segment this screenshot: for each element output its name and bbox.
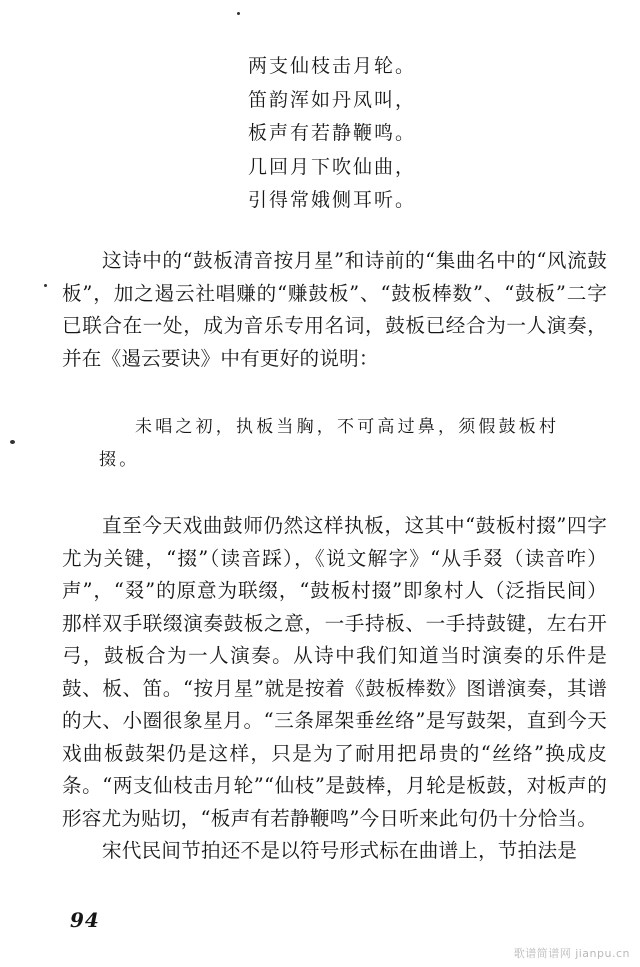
paragraph-text: 直至今天戏曲鼓师仍然这样执板，这其中“鼓板村掇”四字尤为关键，“掇”（读音踩），《说文解字》“从手叕（读音咋）声”，“叕”的原意为联缀，“鼓板村掇”即象村人（泛指民间）那样双手联缀演奏鼓板之意，一手持板、一手持鼓键，左右开弓，鼓板合为一人演奏。从诗中我们知道当时演奏的乐件是鼓、板、笛。“按月星”就是按着《鼓板棒数》图谱演奏，其谱的大、小圈很象星月。“三条犀架垂丝络”是写鼓架，直到今天戏曲板鼓架仍是这样，只是为了耐用把昂贵的“丝络”换成皮条。“两支仙枝击月轮”“仙枝”是鼓棒，月轮是板鼓，对板声的形容尤为贴切，“板声有若静鞭鸣”今日听来此句仍十分恰当。 bbox=[62, 514, 607, 830]
paragraph-text: 这诗中的“鼓板清音按月星”和诗前的“集曲名中的“风流鼓板”，加之遏云社唱赚的“赚鼓板”、“鼓板棒数”、“鼓板”二字已联合在一处，成为音乐专用名词，鼓板已经合为一人演奏，并在《遏云要诀》中有更好的说明： bbox=[62, 249, 607, 370]
block-quote bbox=[99, 411, 569, 477]
poem-line: 引得常娥侧耳听。 bbox=[248, 189, 417, 211]
poem-line: 几回月下吹仙曲， bbox=[248, 155, 417, 178]
poem-line: 板声有若静鞭鸣。 bbox=[248, 122, 417, 144]
poem-line: 笛韵浑如丹凤叫， bbox=[248, 88, 417, 111]
quote-text: 未唱之初，执板当胸，不可高过鼻，须假鼓板村掇。 bbox=[99, 417, 560, 470]
site-watermark: 歌谱简谱网 jianpu.cn bbox=[513, 947, 630, 960]
body-paragraph bbox=[62, 510, 607, 868]
scan-speck bbox=[10, 440, 15, 444]
scan-speck bbox=[44, 284, 47, 287]
poem-block bbox=[248, 50, 448, 218]
page-number: 94 bbox=[70, 908, 100, 932]
scan-speck bbox=[237, 12, 240, 15]
paragraph-text: 宋代民间节拍还不是以符号形式标在曲谱上，节拍法是 bbox=[102, 839, 578, 862]
body-paragraph bbox=[62, 245, 607, 375]
poem-line: 两支仙枝击月轮。 bbox=[248, 55, 417, 77]
